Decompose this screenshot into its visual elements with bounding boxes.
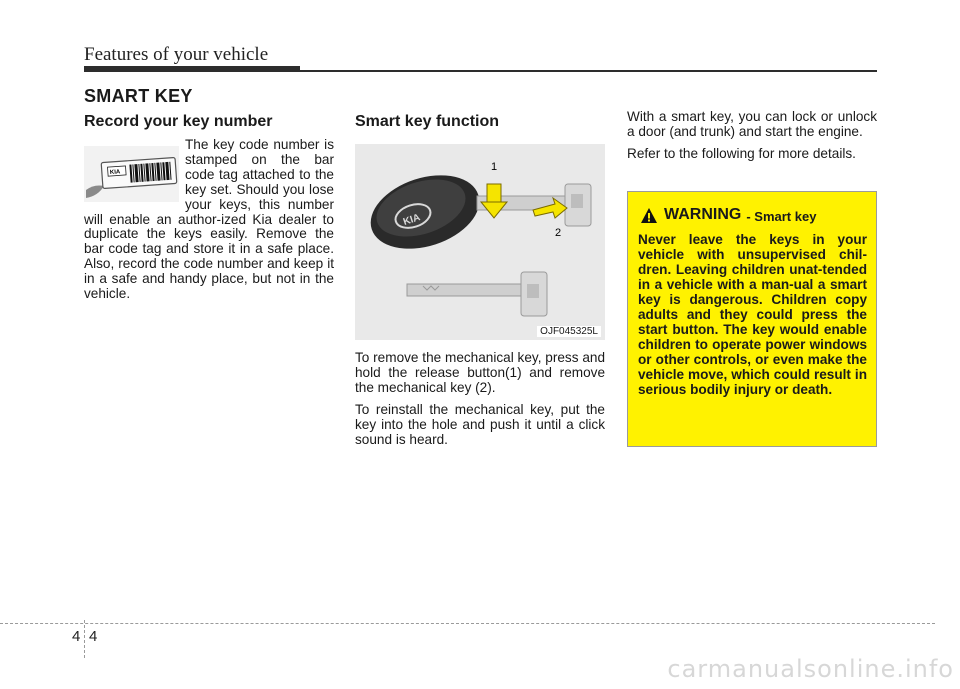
figure-code: OJF045325L [537,326,601,337]
smart-key-intro-paragraph: With a smart key, you can lock or unlock a door (and trunk) and start the engine. [627,109,877,139]
warning-title: WARNING [664,206,742,223]
warning-header [640,204,867,226]
column-intro [627,110,877,169]
refer-paragraph: Refer to the following for more details. [627,145,856,161]
column-smart-key-function [355,110,605,454]
page-chapter-number: 4 [72,628,81,645]
chapter-title: Features of your vehicle [84,44,269,65]
header-rule-thick [84,66,300,72]
remove-key-paragraph: To remove the mechanical key, press and hold the release button(1) and remove the mechanical key (2). [355,350,605,395]
heading-smart-key-function: Smart key function [355,113,500,130]
smart-key-photo [355,144,605,340]
page-number: 4 [89,628,98,645]
tag-brand-text: KIA [109,169,121,177]
heading-record-key-number: Record your key number [84,113,273,130]
callout-2: 2 [555,227,562,239]
record-key-text: The key code number is stamped on the bar code tag attached to the key set. Should you lose your keys, this number will enable an author-ized Kia dealer to duplicate the keys easily. Remove the bar code tag and store it in a safe place. Also, record the code number and keep it in a safe and handy place, but not in the vehicle. [84,137,334,302]
callout-1: 1 [491,161,498,173]
warning-body: Never leave the keys in your vehicle with unsupervised chil-dren. Leaving children unat-tended in a vehicle with a man-ual a smart key is dangerous. Children copy adults and they could press the start button. The key would enable children to operate power windows or other controls, or even make the vehicle move, which could result in serious bodily injury or death. [638,232,867,397]
barcode-tag-image [84,146,179,202]
section-title: SMART KEY [84,86,193,106]
record-key-paragraph [84,138,334,302]
page-number-divider [84,620,86,658]
header-rule-thin [300,70,877,72]
warning-triangle-icon [640,207,658,224]
fob-brand-text: KIA [401,212,422,228]
reinstall-key-paragraph: To reinstall the mechanical key, put the key into the hole and push it until a click sound is heard. [355,401,605,447]
warning-box [627,191,877,447]
warning-subtitle: - Smart key [746,208,817,224]
footer-rule [0,623,935,624]
column-record-key-number [84,110,334,309]
watermark: carmanualsonline.info [667,655,954,683]
